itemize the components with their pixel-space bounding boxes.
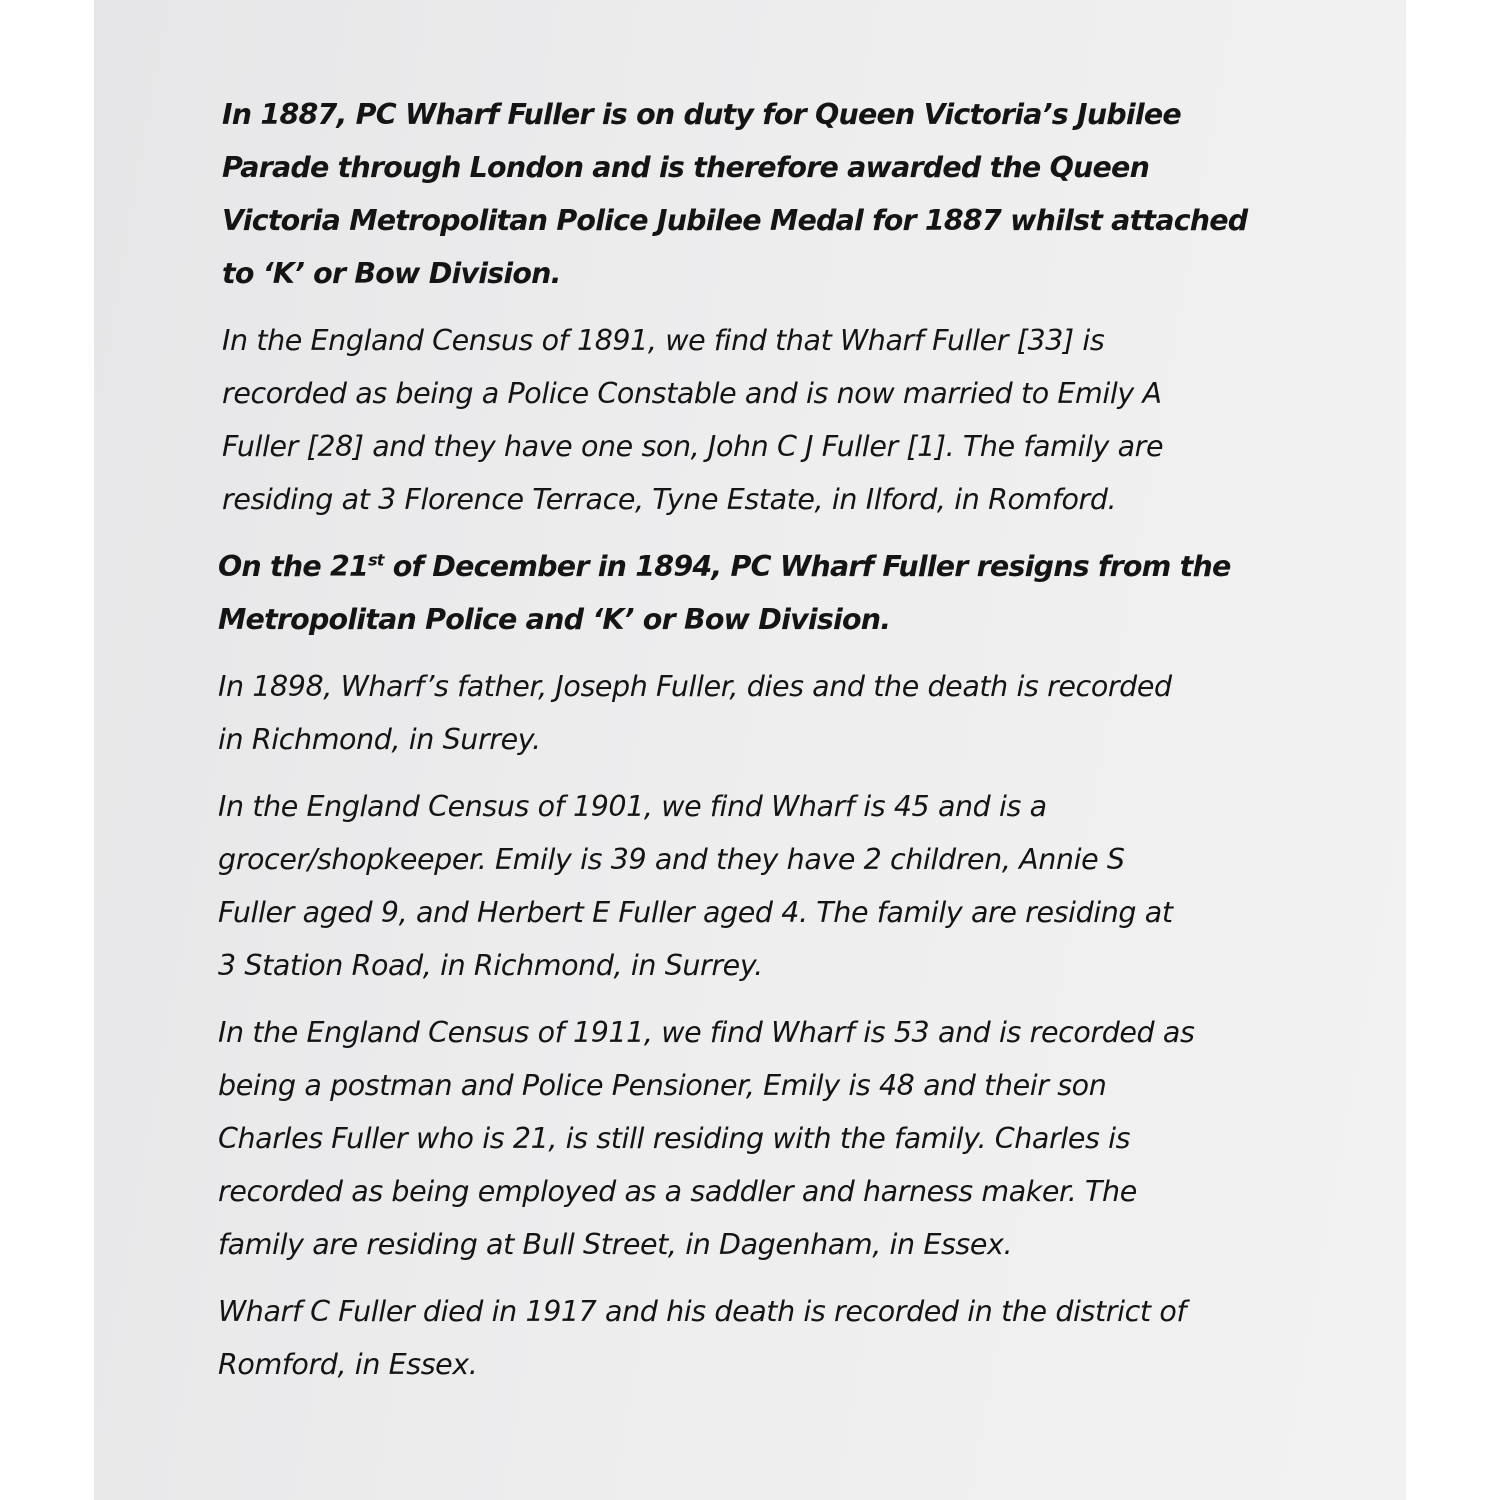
text-line: family are residing at Bull Street, in Dagenham, in Essex. xyxy=(218,1228,1013,1261)
paragraph-jubilee-medal xyxy=(222,88,1366,300)
text-line: In the England Census of 1911, we find Wharf is 53 and is recorded as xyxy=(218,1016,1195,1049)
text-line: being a postman and Police Pensioner, Emily is 48 and their son xyxy=(218,1069,1107,1102)
text-line: In 1898, Wharf’s father, Joseph Fuller, dies and the death is recorded xyxy=(218,670,1172,703)
text-line: recorded as being employed as a saddler and harness maker. The xyxy=(218,1175,1137,1208)
text-line: residing at 3 Florence Terrace, Tyne Estate, in Ilford, in Romford. xyxy=(222,483,1117,516)
paragraph-resignation xyxy=(218,540,1366,646)
text-line: In the England Census of 1891, we find that Wharf Fuller [33] is xyxy=(222,324,1105,357)
text-line: Fuller [28] and they have one son, John C J Fuller [1]. The family are xyxy=(222,430,1164,463)
text-line: Victoria Metropolitan Police Jubilee Medal for 1887 whilst attached xyxy=(222,204,1248,237)
text-line: to ‘K’ or Bow Division. xyxy=(222,257,561,290)
text-line: In 1887, PC Wharf Fuller is on duty for Queen Victoria’s Jubilee xyxy=(222,98,1181,131)
paragraph-census-1891 xyxy=(222,314,1366,526)
paragraph-death-1917 xyxy=(218,1285,1366,1391)
paragraph-census-1901 xyxy=(218,780,1366,992)
text-line: Wharf C Fuller died in 1917 and his death is recorded in the district of xyxy=(218,1295,1186,1328)
text-line: recorded as being a Police Constable and is now married to Emily A xyxy=(222,377,1162,410)
text-line: Parade through London and is therefore awarded the Queen xyxy=(222,151,1150,184)
text-line xyxy=(218,540,1366,593)
text-line: Metropolitan Police and ‘K’ or Bow Division. xyxy=(218,603,891,636)
text-line: In the England Census of 1901, we find Wharf is 45 and is a xyxy=(218,790,1047,823)
paragraph-father-death xyxy=(218,660,1366,766)
ordinal-suffix: st xyxy=(368,550,384,570)
text-fragment: of December in 1894, PC Wharf Fuller resigns from the xyxy=(383,550,1231,583)
text-fragment: On the 21 xyxy=(218,550,369,583)
text-line: Romford, in Essex. xyxy=(218,1348,478,1381)
text-line: Charles Fuller who is 21, is still residing with the family. Charles is xyxy=(218,1122,1131,1155)
text-line: Fuller aged 9, and Herbert E Fuller aged 4. The family are residing at xyxy=(218,896,1173,929)
paper-sheet xyxy=(94,0,1406,1500)
paragraph-census-1911 xyxy=(218,1006,1366,1271)
text-line: 3 Station Road, in Richmond, in Surrey. xyxy=(218,949,763,982)
text-line: grocer/shopkeeper. Emily is 39 and they have 2 children, Annie S xyxy=(218,843,1125,876)
text-line: in Richmond, in Surrey. xyxy=(218,723,541,756)
